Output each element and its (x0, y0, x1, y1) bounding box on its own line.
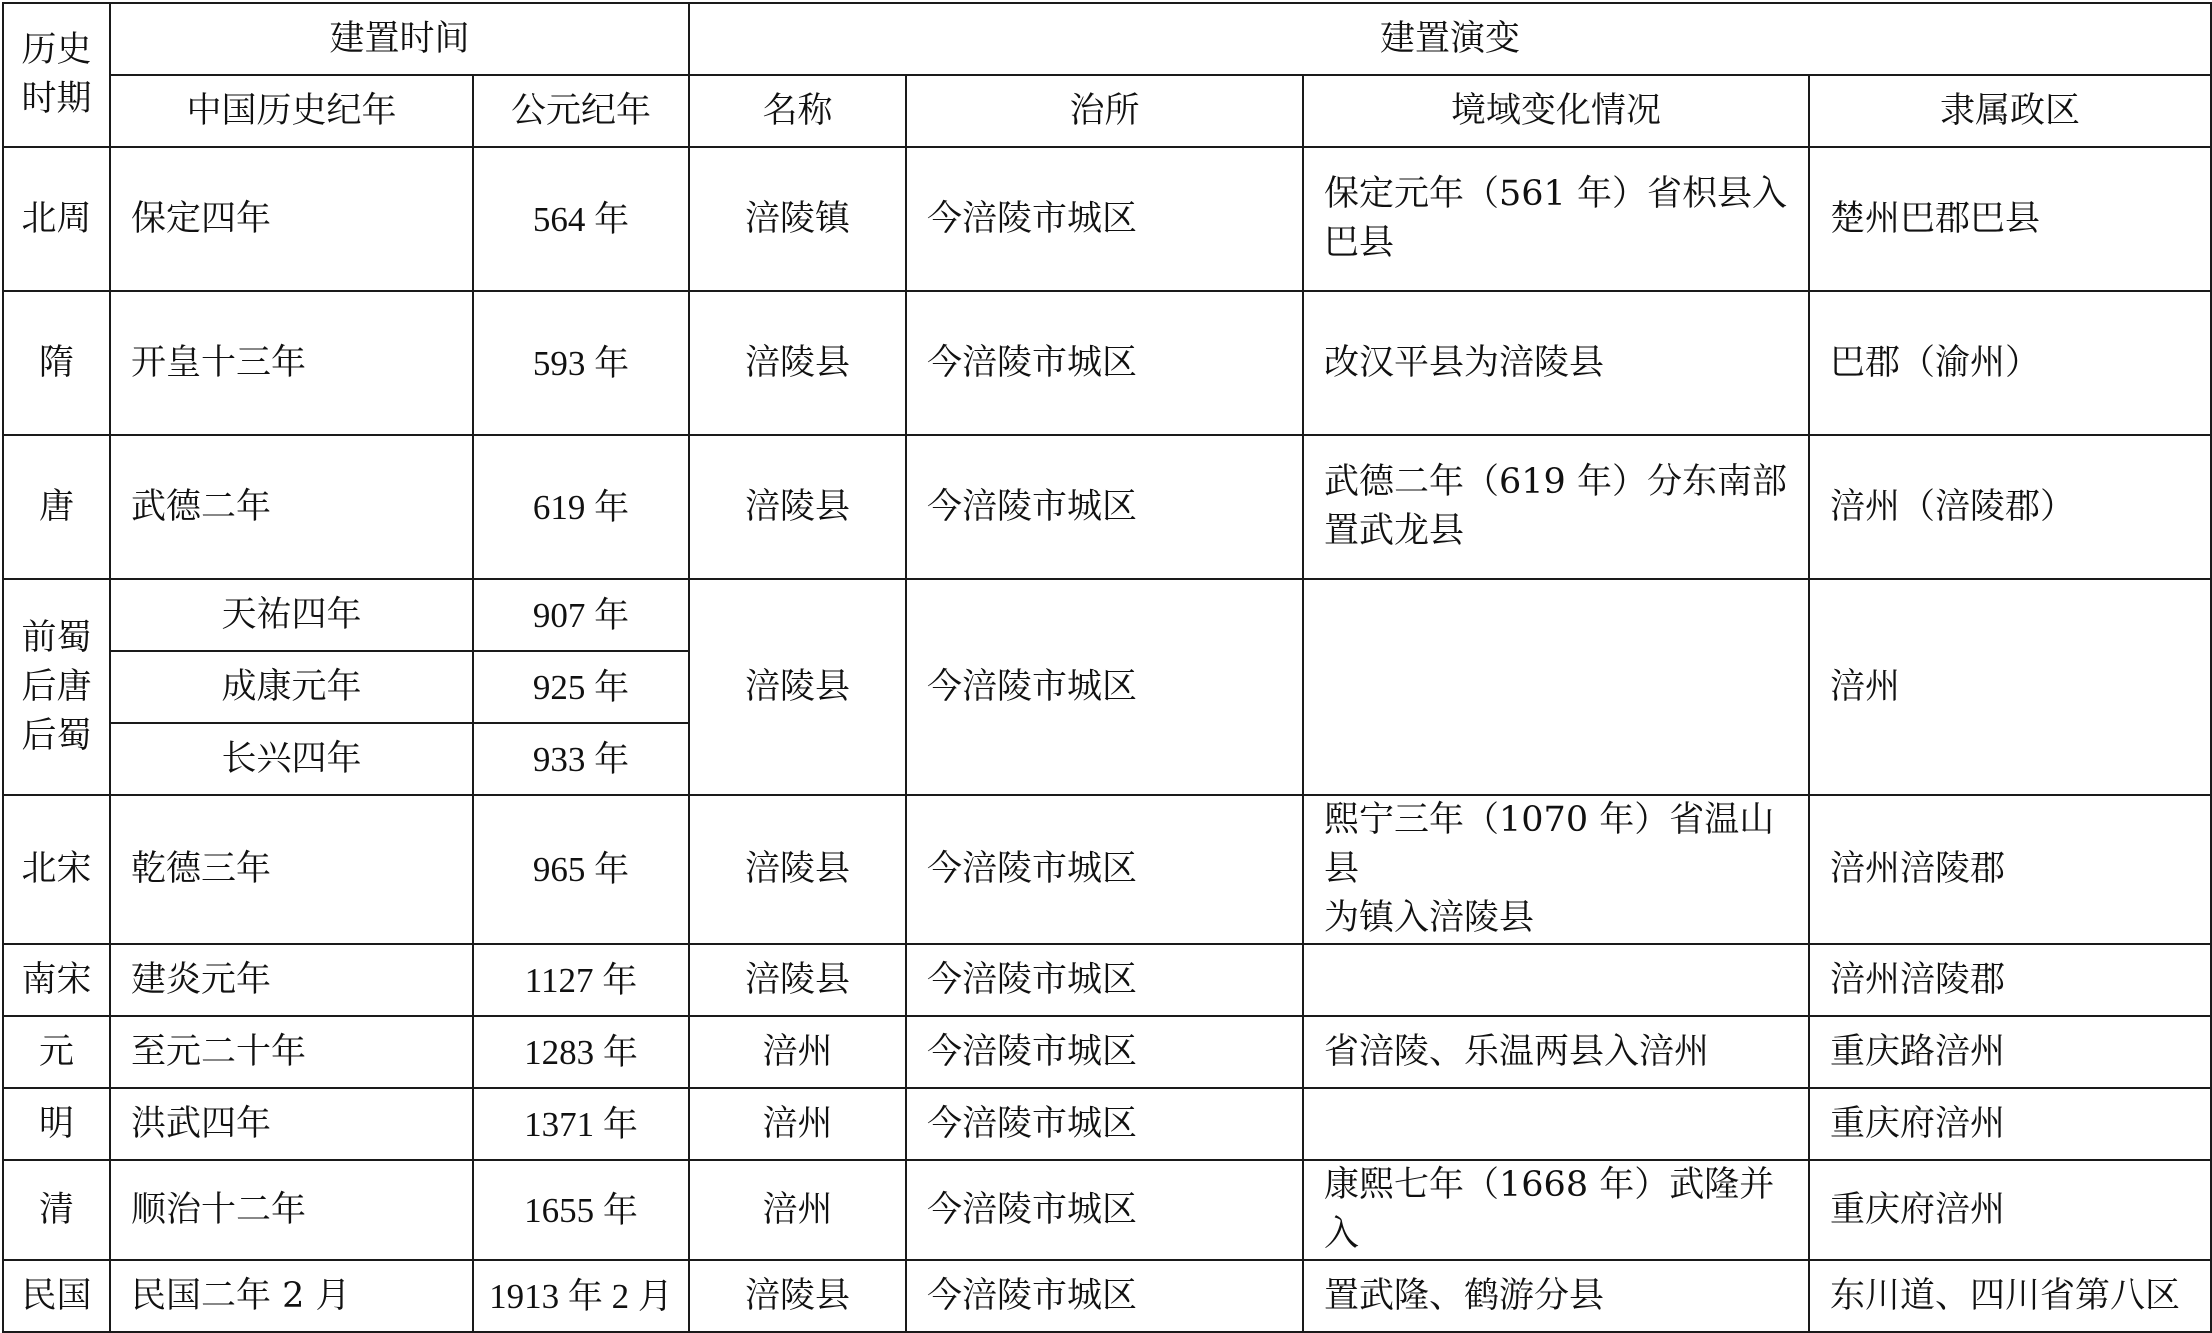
table-row (3, 1260, 2211, 1332)
cell-era: 洪武四年 (110, 1088, 473, 1160)
cell-period: 南宋 (3, 944, 110, 1016)
cell-period: 明 (3, 1088, 110, 1160)
cell-era: 建炎元年 (110, 944, 473, 1016)
cell-jurisdiction: 涪州涪陵郡 (1809, 795, 2211, 944)
cell-era: 武德二年 (110, 435, 473, 579)
cell-period: 唐 (3, 435, 110, 579)
cell-era: 民国二年 2 月 (110, 1260, 473, 1332)
cell-name: 涪陵县 (689, 435, 906, 579)
cell-era: 乾德三年 (110, 795, 473, 944)
table-row (3, 147, 2211, 291)
cell-name: 涪州 (689, 1088, 906, 1160)
cell-period: 民国 (3, 1260, 110, 1332)
cell-territory: 熙宁三年（1070 年）省温山县 为镇入涪陵县 (1303, 795, 1809, 944)
cell-name: 涪陵县 (689, 795, 906, 944)
cell-seat: 今涪陵市城区 (906, 1088, 1303, 1160)
cell-year: 564 年 (473, 147, 689, 291)
cell-era: 至元二十年 (110, 1016, 473, 1088)
cell-name: 涪陵县 (689, 944, 906, 1016)
cell-seat: 今涪陵市城区 (906, 1260, 1303, 1332)
table-row (3, 1016, 2211, 1088)
cell-seat: 今涪陵市城区 (906, 435, 1303, 579)
cell-year: 907 年 (473, 579, 689, 651)
cell-territory: 保定元年（561 年）省枳县入 巴县 (1303, 147, 1809, 291)
cell-era: 顺治十二年 (110, 1160, 473, 1260)
cell-jurisdiction: 涪州涪陵郡 (1809, 944, 2211, 1016)
cell-jurisdiction: 涪州 (1809, 579, 2211, 795)
table-row (3, 1088, 2211, 1160)
header-row-2 (3, 75, 2211, 147)
cell-name: 涪陵县 (689, 291, 906, 435)
cell-year: 593 年 (473, 291, 689, 435)
cell-seat: 今涪陵市城区 (906, 147, 1303, 291)
cell-jurisdiction: 重庆府涪州 (1809, 1160, 2211, 1260)
cell-jurisdiction: 巴郡（渝州） (1809, 291, 2211, 435)
cell-territory: 置武隆、鹤游分县 (1303, 1260, 1809, 1332)
cell-territory: 省涪陵、乐温两县入涪州 (1303, 1016, 1809, 1088)
cell-seat: 今涪陵市城区 (906, 795, 1303, 944)
header-chinese-era: 中国历史纪年 (110, 75, 473, 147)
table-row (3, 579, 2211, 651)
header-jurisdiction: 隶属政区 (1809, 75, 2211, 147)
history-table (2, 2, 2212, 1333)
header-established-time: 建置时间 (110, 3, 689, 75)
cell-period: 北周 (3, 147, 110, 291)
cell-period: 隋 (3, 291, 110, 435)
cell-jurisdiction: 重庆府涪州 (1809, 1088, 2211, 1160)
cell-era: 天祐四年 (110, 579, 473, 651)
cell-period: 北宋 (3, 795, 110, 944)
cell-jurisdiction: 重庆路涪州 (1809, 1016, 2211, 1088)
cell-territory (1303, 579, 1809, 795)
table-row (3, 795, 2211, 944)
header-evolution: 建置演变 (689, 3, 2211, 75)
cell-seat: 今涪陵市城区 (906, 1160, 1303, 1260)
cell-year: 965 年 (473, 795, 689, 944)
cell-year: 1655 年 (473, 1160, 689, 1260)
cell-name: 涪陵县 (689, 579, 906, 795)
header-seat: 治所 (906, 75, 1303, 147)
cell-territory: 康熙七年（1668 年）武隆并入 (1303, 1160, 1809, 1260)
cell-year: 1371 年 (473, 1088, 689, 1160)
cell-name: 涪州 (689, 1016, 906, 1088)
cell-year: 1913 年 2 月 (473, 1260, 689, 1332)
cell-seat: 今涪陵市城区 (906, 579, 1303, 795)
cell-era: 长兴四年 (110, 723, 473, 795)
cell-era: 开皇十三年 (110, 291, 473, 435)
cell-year: 1283 年 (473, 1016, 689, 1088)
cell-period: 前蜀 后唐 后蜀 (3, 579, 110, 795)
cell-territory (1303, 944, 1809, 1016)
header-territory: 境域变化情况 (1303, 75, 1809, 147)
table-row (3, 291, 2211, 435)
cell-territory (1303, 1088, 1809, 1160)
cell-seat: 今涪陵市城区 (906, 291, 1303, 435)
cell-name: 涪陵县 (689, 1260, 906, 1332)
cell-year: 619 年 (473, 435, 689, 579)
cell-era: 成康元年 (110, 651, 473, 723)
cell-seat: 今涪陵市城区 (906, 944, 1303, 1016)
cell-name: 涪陵镇 (689, 147, 906, 291)
header-gregorian: 公元纪年 (473, 75, 689, 147)
header-period: 历史 时期 (3, 3, 110, 147)
cell-year: 1127 年 (473, 944, 689, 1016)
header-row-1 (3, 3, 2211, 75)
cell-period: 元 (3, 1016, 110, 1088)
cell-territory: 改汉平县为涪陵县 (1303, 291, 1809, 435)
cell-territory: 武德二年（619 年）分东南部 置武龙县 (1303, 435, 1809, 579)
table-row (3, 435, 2211, 579)
cell-jurisdiction: 东川道、四川省第八区 (1809, 1260, 2211, 1332)
cell-name: 涪州 (689, 1160, 906, 1260)
cell-period: 清 (3, 1160, 110, 1260)
header-name: 名称 (689, 75, 906, 147)
cell-jurisdiction: 涪州（涪陵郡） (1809, 435, 2211, 579)
table-row (3, 944, 2211, 1016)
cell-year: 925 年 (473, 651, 689, 723)
cell-era: 保定四年 (110, 147, 473, 291)
cell-jurisdiction: 楚州巴郡巴县 (1809, 147, 2211, 291)
cell-year: 933 年 (473, 723, 689, 795)
cell-seat: 今涪陵市城区 (906, 1016, 1303, 1088)
table-row (3, 1160, 2211, 1260)
